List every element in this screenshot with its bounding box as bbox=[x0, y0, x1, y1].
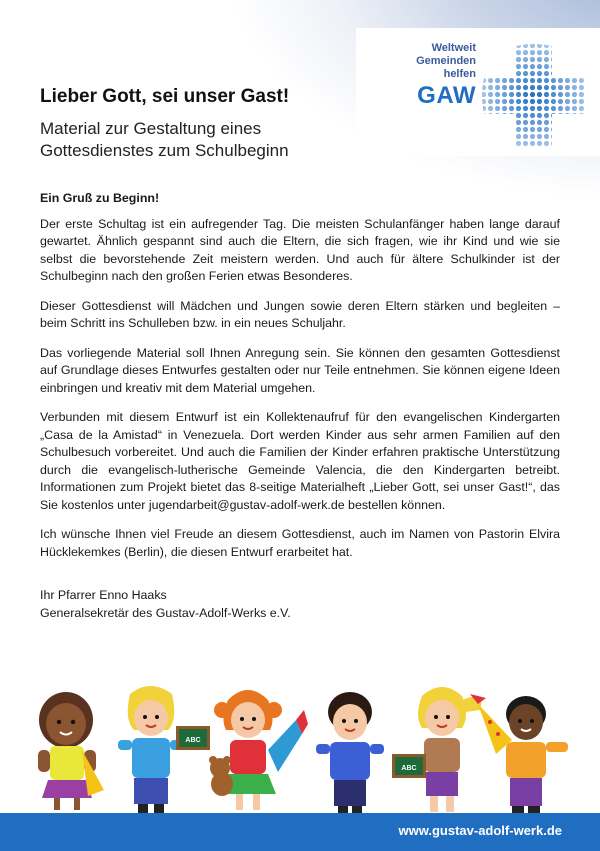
footer-url-link[interactable]: www.gustav-adolf-werk.de bbox=[398, 823, 562, 838]
paragraph-2: Dieser Gottesdienst will Mädchen und Jungen sowie deren Eltern stärken und begleiten – beim Schritt ins Schulleben bzw. in ein neues Schuljahr. bbox=[40, 298, 560, 330]
child-1 bbox=[38, 692, 104, 810]
children-illustration bbox=[0, 680, 600, 820]
paragraph-3: Das vorliegende Material soll Ihnen Anregung sein. Sie können den gesamten Gottesdienst auf Grundlage dieses Entwurfes gestalten oder nur Teile entnehmen. Sie können eigene Ideen einbringen und kreativ mit dem Material umgehen. bbox=[40, 345, 560, 395]
child-2 bbox=[118, 686, 210, 814]
dotted-cross-icon bbox=[480, 42, 588, 150]
logo-line-3: helfen bbox=[443, 68, 476, 80]
slate-label-2: ABC bbox=[401, 765, 417, 772]
child-4 bbox=[316, 692, 384, 814]
greeting-heading: Ein Gruß zu Beginn! bbox=[40, 191, 160, 205]
logo-line-1: Weltweit bbox=[431, 42, 476, 54]
page-subtitle: Material zur Gestaltung eines Gottesdienstes zum Schulbeginn bbox=[40, 119, 289, 160]
slate-label-1: ABC bbox=[185, 737, 201, 744]
paragraph-5: Ich wünsche Ihnen viel Freude an diesem Gottesdienst, auch im Namen von Pastorin Elvira Hücklekemkes (Berlin), die diesen Entwurf erarbeitet hat. bbox=[40, 527, 560, 559]
child-6 bbox=[470, 694, 568, 814]
logo-line-2: Gemeinden bbox=[416, 55, 476, 67]
signature-role: Generalsekretär des Gustav-Adolf-Werks e.V. bbox=[40, 605, 291, 620]
logo-abbreviation: GAW bbox=[417, 82, 476, 109]
paragraph-4: Verbunden mit diesem Entwurf ist ein Kollektenaufruf für den evangelischen Kindergarten „Casa de la Amistad“ in Venezuela. Dort werden Kinder aus sehr armen Familien auf den Schulbesuch vorbereitet. Und auch die Familien der Kinder erfahren praktische Unterstützung durch die evangelisch-lutherische Gemeinde Valencia, die den Kindergarten betreibt. Informationen zum Projekt bietet das 8-seitige Materialheft „Lieber Gott, sei unser Gast!“, das Sie kostenlos unter jugendarbeit@gustav-adolf-werk.de bestellen können. bbox=[40, 410, 560, 512]
child-3 bbox=[209, 690, 308, 810]
gaw-logo bbox=[356, 28, 600, 156]
footer-bar bbox=[0, 813, 600, 851]
paragraph-1: Der erste Schultag ist ein aufregender Tag. Die meisten Schulanfänger haben lange darauf gewartet. Ähnlich gespannt sind auch die Eltern, die sich fragen, wie ihr Kind und wie sie selbst die bevorstehende Zeit meistern werden. Und auch für ältere Schulkinder ist der Schulbeginn nach den großen Ferien etwas Besonderes. bbox=[40, 216, 560, 283]
signature bbox=[40, 587, 560, 622]
signature-name: Ihr Pfarrer Enno Haaks bbox=[40, 588, 167, 602]
child-5 bbox=[392, 687, 481, 812]
logo-tagline bbox=[400, 42, 476, 81]
letter-body bbox=[40, 190, 560, 634]
page-title: Lieber Gott, sei unser Gast! bbox=[40, 86, 290, 107]
